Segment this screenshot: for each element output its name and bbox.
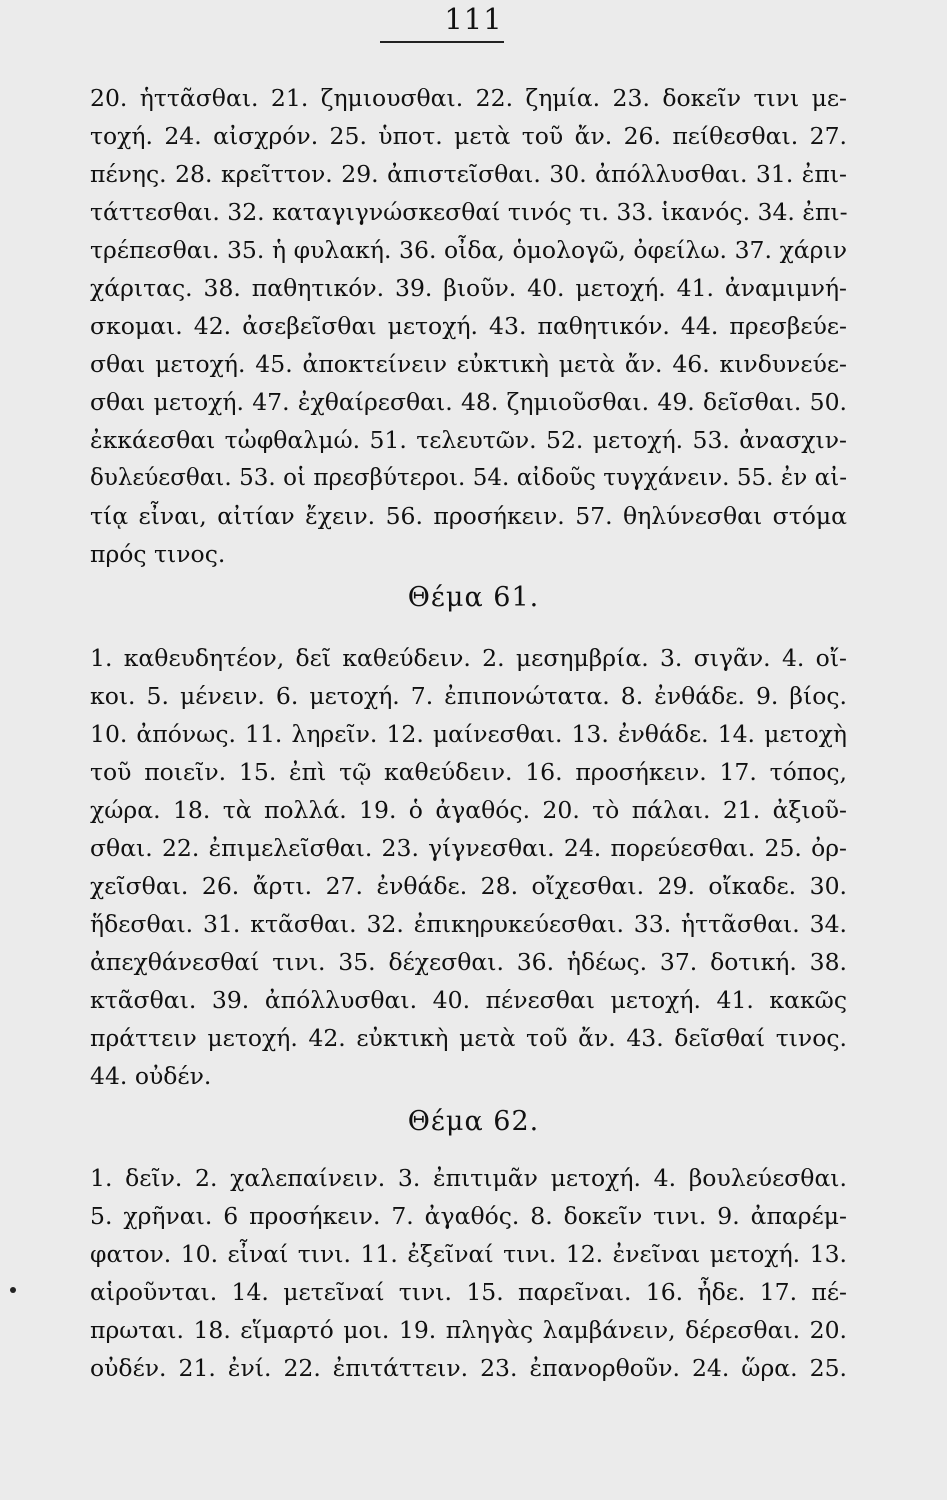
- text-line: χάριτας. 38. παθητικόν. 39. βιοῦν. 40. μετοχή. 41. ἀναμιμνή-: [90, 274, 847, 302]
- text-line: ἥδεσθαι. 31. κτᾶσθαι. 32. ἐπικηρυκεύεσθαι. 33. ἡττᾶσθαι. 34.: [90, 910, 847, 938]
- text-line: τρέπεσθαι. 35. ἡ φυλακή. 36. οἶδα, ὁμολογῶ, ὀφείλω. 37. χάριν: [90, 236, 847, 264]
- text-line: πρωται. 18. εἵμαρτό μοι. 19. πληγὰς λαμβάνειν, δέρεσθαι. 20.: [90, 1316, 847, 1344]
- text-line: τίᾳ εἶναι, αἰτίαν ἔχειν. 56. προσήκειν. 57. θηλύνεσθαι στόμα: [90, 502, 847, 530]
- text-line: ἐκκάεσθαι τὠφθαλμώ. 51. τελευτῶν. 52. μετοχή. 53. ἀνασχιν-: [90, 426, 847, 454]
- header-rule: [380, 41, 504, 43]
- page-speck-mark: [10, 1287, 16, 1293]
- text-line: δυλεύεσθαι. 53. οἱ πρεσβύτεροι. 54. αἰδοῦς τυγχάνειν. 55. ἐν αἰ-: [90, 465, 847, 491]
- text-line: 1. δεῖν. 2. χαλεπαίνειν. 3. ἐπιτιμᾶν μετοχή. 4. βουλεύεσθαι.: [90, 1164, 847, 1192]
- text-line: σθαι μετοχή. 45. ἀποκτείνειν εὐκτικὴ μετὰ ἄν. 46. κινδυνεύε-: [90, 350, 847, 378]
- text-line: σκομαι. 42. ἀσεβεῖσθαι μετοχή. 43. παθητικόν. 44. πρεσβεύε-: [90, 312, 847, 340]
- text-line: οὐδέν. 21. ἐνί. 22. ἐπιτάττειν. 23. ἐπανορθοῦν. 24. ὥρα. 25.: [90, 1354, 847, 1382]
- text-line: 44. οὐδέν.: [90, 1062, 212, 1090]
- text-line: σθαι μετοχή. 47. ἐχθαίρεσθαι. 48. ζημιοῦσθαι. 49. δεῖσθαι. 50.: [90, 388, 847, 416]
- text-line: 20. ἡττᾶσθαι. 21. ζημιουσθαι. 22. ζημία. 23. δοκεῖν τινι με-: [90, 84, 847, 112]
- page-number: 111: [444, 2, 503, 36]
- text-line: πράττειν μετοχή. 42. εὐκτικὴ μετὰ τοῦ ἄν. 43. δεῖσθαί τινος.: [90, 1024, 847, 1052]
- text-line: τάττεσθαι. 32. καταγιγνώσκεσθαί τινός τι. 33. ἱκανός. 34. ἐπι-: [90, 198, 848, 226]
- text-line: κοι. 5. μένειν. 6. μετοχή. 7. ἐπιπονώτατα. 8. ἐνθάδε. 9. βίος.: [90, 682, 847, 710]
- text-line: χώρα. 18. τὰ πολλά. 19. ὁ ἀγαθός. 20. τὸ πάλαι. 21. ἀξιοῦ-: [90, 796, 847, 824]
- text-line: πένης. 28. κρεῖττον. 29. ἀπιστεῖσθαι. 30. ἀπόλλυσθαι. 31. ἐπι-: [90, 160, 847, 188]
- text-line: φατον. 10. εἶναί τινι. 11. ἐξεῖναί τινι. 12. ἐνεῖναι μετοχή. 13.: [90, 1240, 847, 1268]
- text-line: 5. χρῆναι. 6 προσήκειν. 7. ἀγαθός. 8. δοκεῖν τινι. 9. ἀπαρέμ-: [90, 1202, 847, 1230]
- text-line: ἀπεχθάνεσθαί τινι. 35. δέχεσθαι. 36. ἡδέως. 37. δοτική. 38.: [90, 948, 847, 976]
- text-line: χεῖσθαι. 26. ἄρτι. 27. ἐνθάδε. 28. οἴχεσθαι. 29. οἴκαδε. 30.: [90, 872, 847, 900]
- text-line: κτᾶσθαι. 39. ἀπόλλυσθαι. 40. πένεσθαι μετοχή. 41. κακῶς: [90, 986, 847, 1014]
- text-line: 10. ἀπόνως. 11. ληρεῖν. 12. μαίνεσθαι. 13. ἐνθάδε. 14. μετοχὴ: [90, 720, 847, 748]
- text-line: 1. καθευδητέον, δεῖ καθεύδειν. 2. μεσημβρία. 3. σιγᾶν. 4. οἴ-: [90, 644, 847, 672]
- text-line: σθαι. 22. ἐπιμελεῖσθαι. 23. γίγνεσθαι. 24. πορεύεσθαι. 25. ὀρ-: [90, 834, 847, 862]
- text-line: τοχή. 24. αἰσχρόν. 25. ὑποτ. μετὰ τοῦ ἄν. 26. πείθεσθαι. 27.: [90, 122, 847, 150]
- section-heading: Θέμα 62.: [407, 1106, 540, 1137]
- text-line: αἱροῦνται. 14. μετεῖναί τινι. 15. παρεῖναι. 16. ἦδε. 17. πέ-: [90, 1278, 847, 1306]
- section-heading: Θέμα 61.: [407, 582, 540, 613]
- text-line: τοῦ ποιεῖν. 15. ἐπὶ τῷ καθεύδειν. 16. προσήκειν. 17. τόπος,: [90, 758, 847, 786]
- text-line: πρός τινος.: [90, 540, 226, 568]
